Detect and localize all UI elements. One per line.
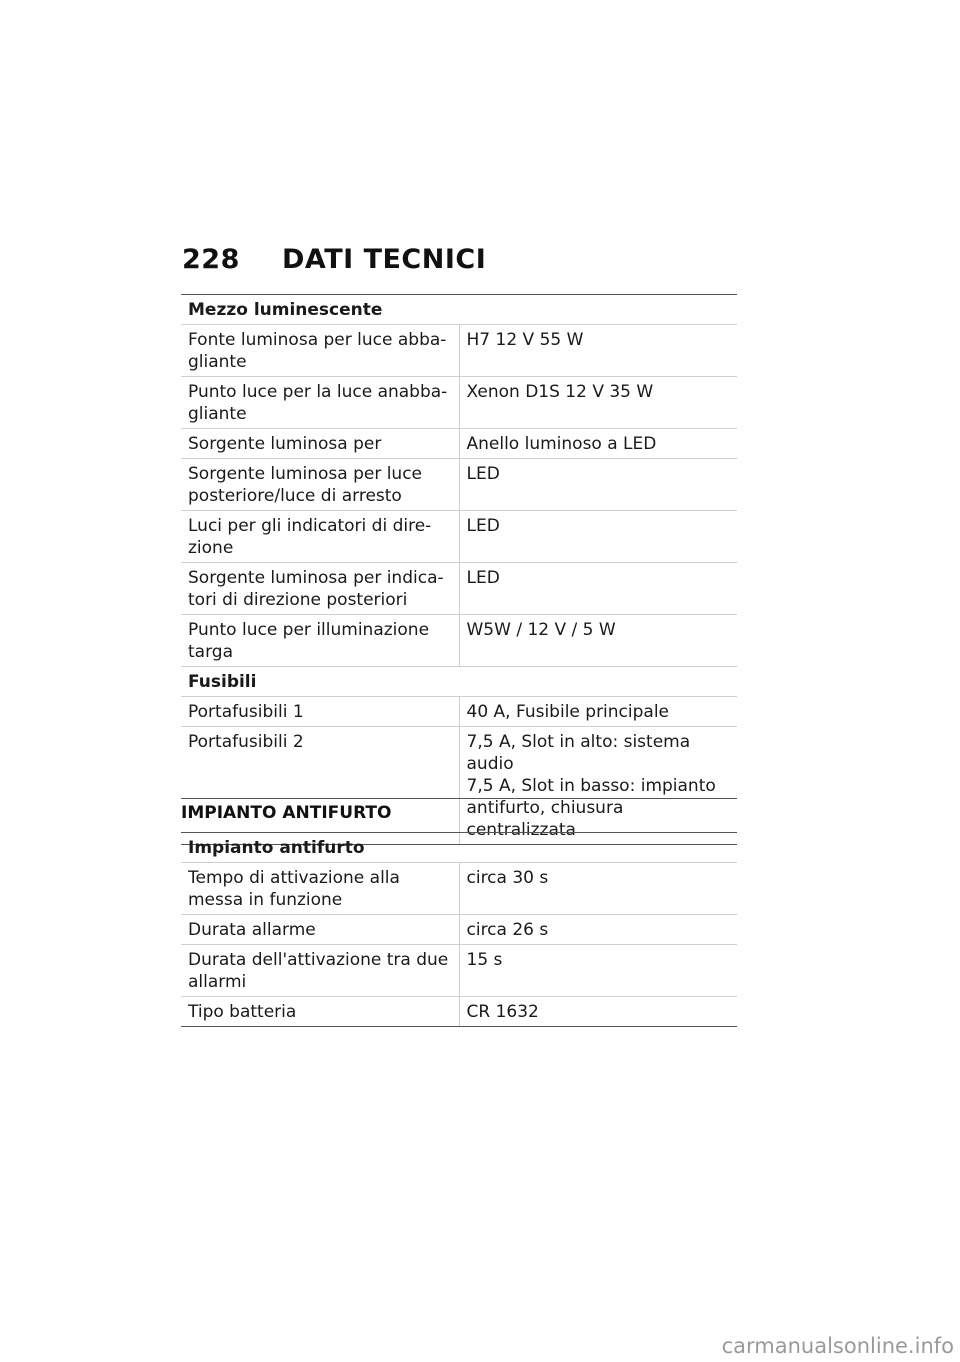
spec-label: Durata allarme — [188, 920, 316, 940]
spec-label-cell — [181, 945, 459, 997]
spec-value-cell — [459, 325, 737, 377]
spec-label-cell — [181, 377, 459, 429]
spec-value: Anello luminoso a LED — [466, 434, 657, 454]
table-row — [181, 459, 737, 511]
table-row — [181, 615, 737, 667]
spec-value: Xenon D1S 12 V 35 W — [466, 382, 654, 402]
spec-label-cell — [181, 511, 459, 563]
spec-value: circa 26 s — [466, 920, 549, 940]
spec-value: W5W / 12 V / 5 W — [466, 620, 616, 640]
spec-label: Punto luce per la luce anabba- — [188, 382, 448, 402]
antitheft-table — [181, 832, 737, 1027]
spec-value-cell — [459, 727, 737, 845]
spec-value-cell — [459, 915, 737, 945]
section-title-antitheft: IMPIANTO ANTIFURTO — [181, 798, 737, 823]
group-heading-row — [181, 833, 737, 863]
spec-value: audio — [466, 754, 514, 774]
group-heading-row — [181, 667, 737, 697]
group-heading: Impianto antifurto — [181, 833, 737, 863]
spec-value: circa 30 s — [466, 868, 549, 888]
page-header — [182, 244, 486, 275]
spec-label: Sorgente luminosa per indica- — [188, 568, 444, 588]
spec-value-cell — [459, 563, 737, 615]
spec-label: posteriore/luce di arresto — [188, 486, 402, 506]
spec-label: Punto luce per illuminazione — [188, 620, 430, 640]
group-heading: Fusibili — [181, 667, 737, 697]
spec-label: targa — [188, 642, 233, 662]
spec-label: gliante — [188, 352, 247, 372]
spec-label-cell — [181, 915, 459, 945]
spec-label-cell — [181, 697, 459, 727]
table-row — [181, 429, 737, 459]
spec-value: H7 12 V 55 W — [466, 330, 584, 350]
spec-label: Sorgente luminosa per — [188, 434, 382, 454]
spec-label: Durata dell'attivazione tra due — [188, 950, 449, 970]
spec-value-cell — [459, 459, 737, 511]
spec-label: tori di direzione posteriori — [188, 590, 408, 610]
table-row — [181, 511, 737, 563]
table-row — [181, 563, 737, 615]
spec-label: zione — [188, 538, 234, 558]
spec-label: Tipo batteria — [188, 1002, 297, 1022]
spec-label-cell — [181, 429, 459, 459]
table-row — [181, 945, 737, 997]
spec-label: Luci per gli indicatori di dire- — [188, 516, 432, 536]
spec-label-cell — [181, 997, 459, 1027]
spec-value-cell — [459, 863, 737, 915]
spec-label-cell — [181, 563, 459, 615]
spec-label-cell — [181, 325, 459, 377]
spec-value: 7,5 A, Slot in basso: impianto — [466, 776, 716, 796]
spec-value: 7,5 A, Slot in alto: sistema — [466, 732, 691, 752]
spec-value: 40 A, Fusibile principale — [466, 702, 670, 722]
group-heading: Mezzo luminescente — [181, 295, 737, 325]
spec-value-cell — [459, 997, 737, 1027]
table-row — [181, 727, 737, 845]
spec-label: messa in funzione — [188, 890, 343, 910]
table-row — [181, 997, 737, 1027]
spec-value: LED — [466, 516, 500, 536]
spec-label: Portafusibili 2 — [188, 732, 304, 752]
spec-label-cell — [181, 727, 459, 845]
spec-label: Fonte luminosa per luce abba- — [188, 330, 447, 350]
spec-value: LED — [466, 464, 500, 484]
spec-label: Portafusibili 1 — [188, 702, 304, 722]
spec-value-cell — [459, 945, 737, 997]
spec-label: Sorgente luminosa per luce — [188, 464, 423, 484]
page-title: DATI TECNICI — [282, 244, 487, 275]
spec-value-cell — [459, 377, 737, 429]
table-row — [181, 325, 737, 377]
spec-value: LED — [466, 568, 500, 588]
group-heading-row — [181, 295, 737, 325]
spec-label-cell — [181, 459, 459, 511]
table-row — [181, 863, 737, 915]
spec-value-cell — [459, 511, 737, 563]
spec-value-cell — [459, 429, 737, 459]
spec-value-cell — [459, 697, 737, 727]
spec-value: 15 s — [466, 950, 503, 970]
page-number: 228 — [182, 244, 240, 275]
spec-value-cell — [459, 615, 737, 667]
table-row — [181, 377, 737, 429]
spec-label-cell — [181, 615, 459, 667]
watermark: carmanualsonline.info — [721, 1334, 954, 1358]
spec-label-cell — [181, 863, 459, 915]
spec-value: antifurto, chiusura centralizzata — [466, 798, 624, 840]
lights-fuses-table — [181, 294, 737, 845]
spec-label: allarmi — [188, 972, 247, 992]
spec-value: CR 1632 — [466, 1002, 539, 1022]
table-row — [181, 915, 737, 945]
table-row — [181, 697, 737, 727]
spec-label: gliante — [188, 404, 247, 424]
spec-label: Tempo di attivazione alla — [188, 868, 400, 888]
